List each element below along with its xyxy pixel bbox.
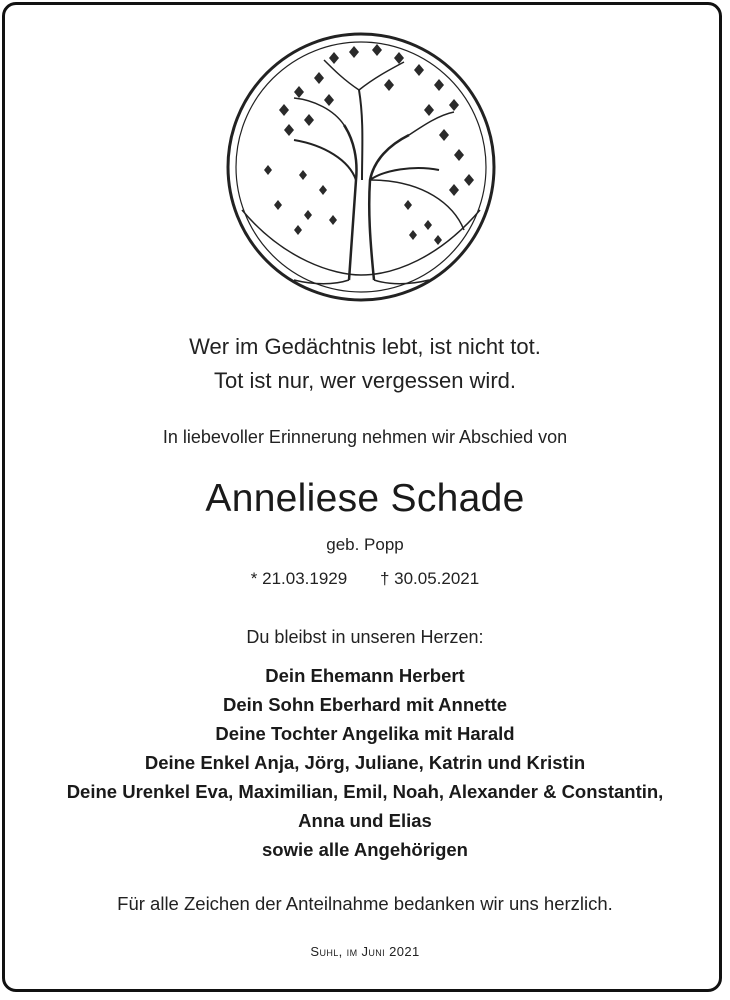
tree-of-life-icon <box>224 30 498 304</box>
family-line: Dein Sohn Eberhard mit Annette <box>222 694 508 715</box>
thanks-text: Für alle Zeichen der Anteilnahme bedanken wir uns herzlich. <box>117 893 613 914</box>
hearts-line: Du bleibst in unseren Herzen: <box>246 627 484 647</box>
family-line: Anna und Elias <box>298 810 432 831</box>
death-date: † 30.05.2021 <box>379 569 480 588</box>
quote-line-1: Wer im Gedächtnis lebt, ist nicht tot. <box>189 334 541 359</box>
life-dates <box>0 569 730 589</box>
place-date: Suhl, im Juni 2021 <box>310 944 420 959</box>
family-line: sowie alle Angehörigen <box>262 839 468 860</box>
birth-date: * 21.03.1929 <box>250 569 348 588</box>
intro-text: In liebevoller Erinnerung nehmen wir Abschied von <box>162 427 568 447</box>
family-line: Deine Urenkel Eva, Maximilian, Emil, Noah, Alexander & Constantin, <box>66 781 664 802</box>
maiden-name: geb. Popp <box>326 535 404 554</box>
family-line: Deine Enkel Anja, Jörg, Juliane, Katrin und Kristin <box>144 752 586 773</box>
deceased-name: Anneliese Schade <box>205 477 525 520</box>
family-line: Dein Ehemann Herbert <box>265 665 465 686</box>
quote-line-2: Tot ist nur, wer vergessen wird. <box>213 368 516 393</box>
family-line: Deine Tochter Angelika mit Harald <box>215 723 515 744</box>
